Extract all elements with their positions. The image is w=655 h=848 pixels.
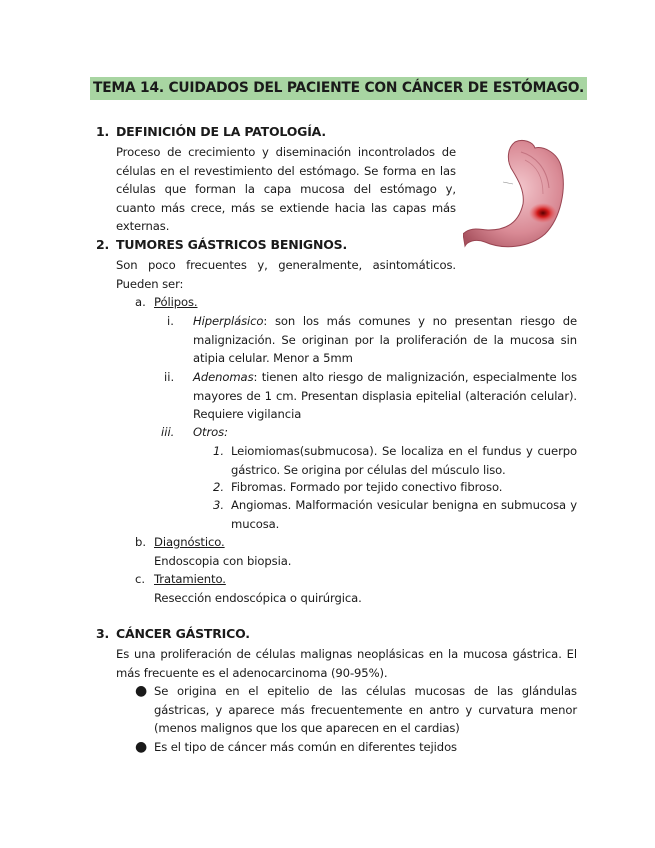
hiperplasico-term: Hiperplásico [193,314,264,328]
list-marker-1: 1. [213,444,225,458]
diagnostico-text: Endoscopia con biopsia. [154,554,292,568]
polipos-label: Pólipos. [154,295,198,309]
section-3-body: Es una proliferación de células malignas neoplásicas en la mucosa gástrica. El más frecuente es el adenocarcinoma (90-95%). [116,647,577,680]
section-2-heading: TUMORES GÁSTRICOS BENIGNOS. [116,237,348,252]
bullet-dot: ● [135,683,148,699]
section-1-number: 1. [96,124,110,139]
section-2-intro: Son poco frecuentes y, generalmente, asintomáticos. Pueden ser: [116,258,456,291]
list-marker-b: b. [135,535,147,549]
section-3-number: 3. [96,626,110,641]
list-marker-3: 3. [213,498,225,512]
list-marker-2: 2. [213,480,225,494]
section-1-heading: DEFINICIÓN DE LA PATOLOGÍA. [116,124,326,139]
cancer-bullet-2: Es el tipo de cáncer más común en diferentes tejidos [154,740,457,754]
tratamiento-text: Resección endoscópica o quirúrgica. [154,591,362,605]
tratamiento-label: Tratamiento. [154,572,226,586]
adenomas-text: : tienen alto riesgo de malignización, especialmente los mayores de 1 cm. Presentan displasia epitelial (alteración celular). Requiere vigilancia [193,370,577,422]
section-3-heading: CÁNCER GÁSTRICO. [116,626,250,641]
hiperplasico-text: : son los más comunes y no presentan riesgo de malignización. Se originan por la proliferación de la mucosa sin atipia celular. Menor a 5mm [193,314,577,366]
adenomas-item [193,368,577,424]
bullet-dot: ● [135,739,148,755]
adenomas-term: Adenomas [193,370,254,384]
hiperplasico-item [193,312,577,368]
stomach-icon [463,138,568,253]
list-marker-ii: ii. [164,370,175,384]
section-1-body: Proceso de crecimiento y diseminación incontrolados de células en el revestimiento del estómago. Se forma en las células que forman la capa mucosa del estómago y, cuanto más crece, más se extiende hacia las capas más externas. [116,145,456,234]
list-marker-c: c. [135,572,146,586]
list-marker-i: i. [167,314,174,328]
list-marker-a: a. [135,295,146,309]
list-marker-iii: iii. [161,425,175,439]
section-2-number: 2. [96,237,110,252]
angiomas-item: Angiomas. Malformación vesicular benigna en submucosa y mucosa. [231,498,577,531]
cancer-bullet-1: Se origina en el epitelio de las células mucosas de las glándulas gástricas, y aparece más frecuentemente en antro y curvatura menor (menos malignos que los que aparecen en el cardias) [154,684,577,736]
diagnostico-label: Diagnóstico. [154,535,225,549]
leiomiomas-item: Leiomiomas(submucosa). Se localiza en el fundus y cuerpo gástrico. Se origina por células del músculo liso. [231,444,577,477]
fibromas-item: Fibromas. Formado por tejido conectivo fibroso. [231,480,503,494]
stomach-illustration [463,138,568,253]
otros-term: Otros: [193,425,228,439]
document-title: TEMA 14. CUIDADOS DEL PACIENTE CON CÁNCER DE ESTÓMAGO. [90,77,587,100]
